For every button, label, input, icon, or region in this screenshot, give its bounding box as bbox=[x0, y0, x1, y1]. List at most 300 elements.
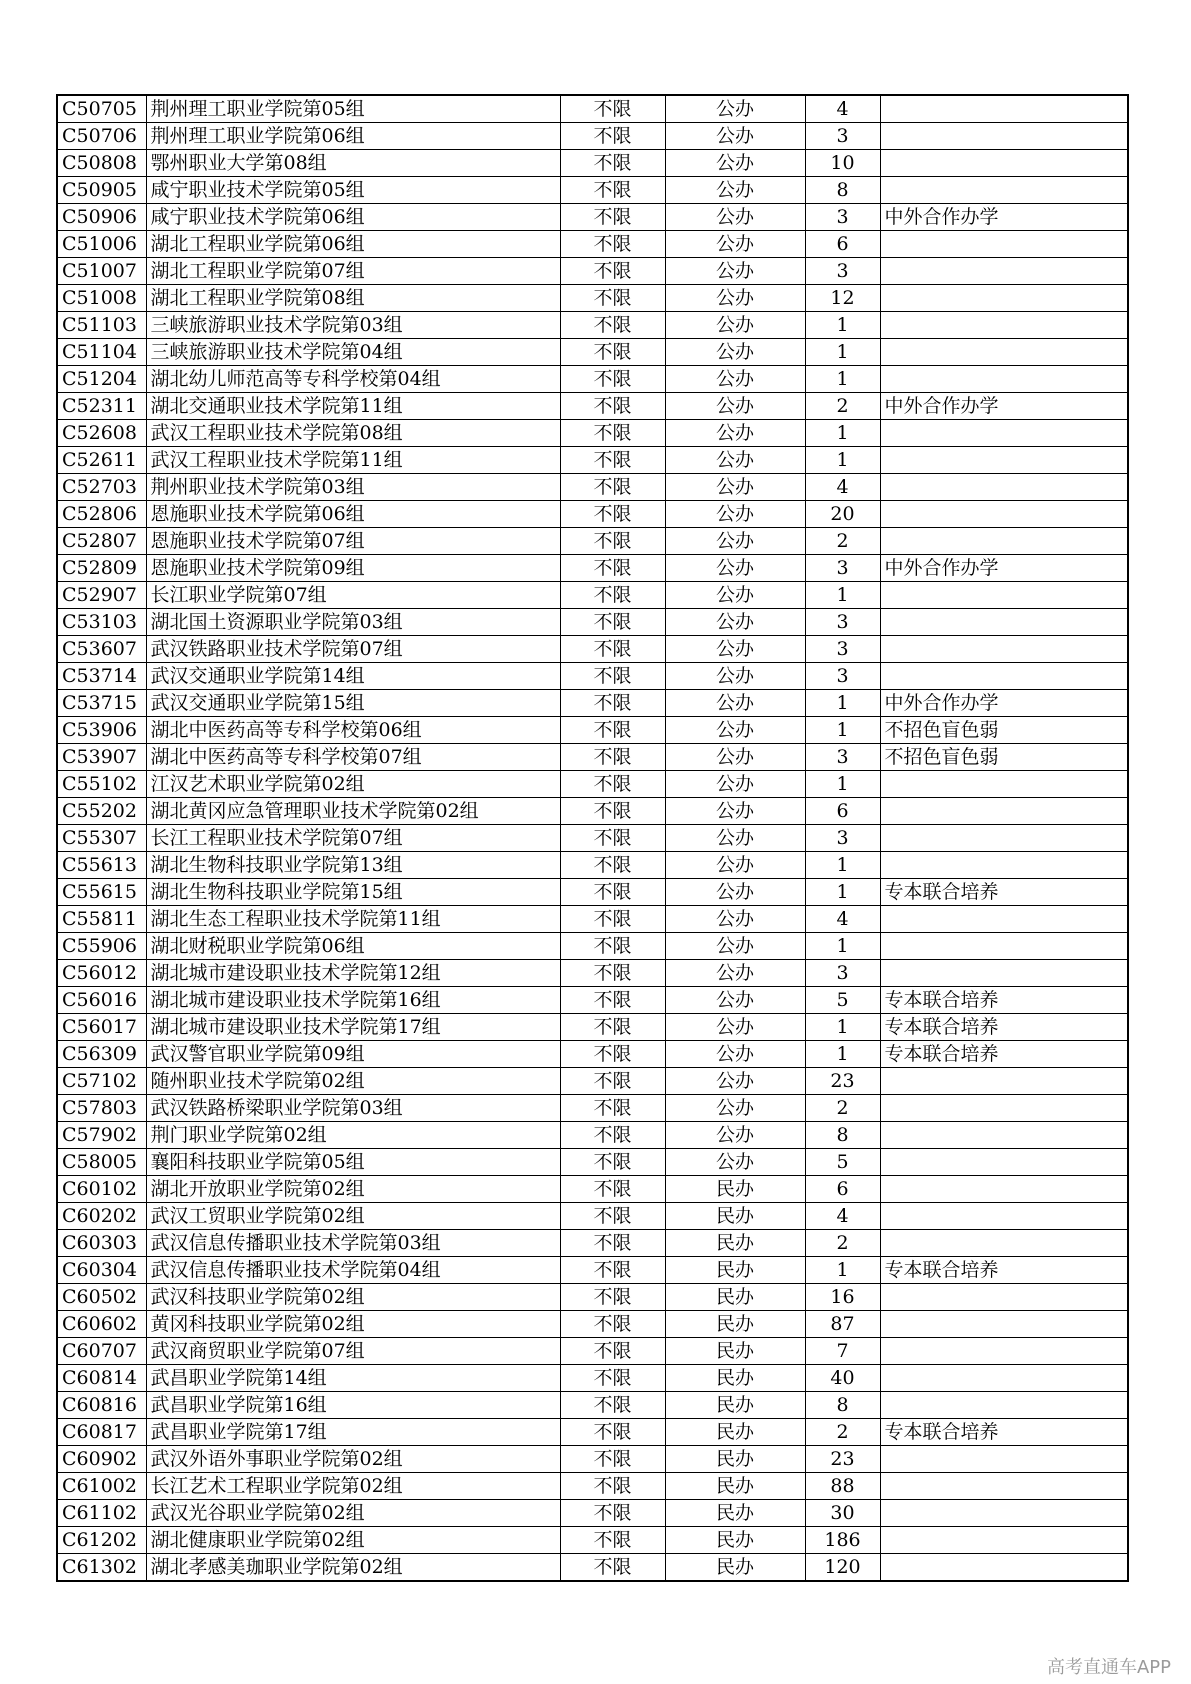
plan-count-cell: 1 bbox=[805, 420, 880, 447]
remark-cell bbox=[880, 420, 1128, 447]
plan-count-cell: 30 bbox=[805, 1500, 880, 1527]
plan-count-cell: 3 bbox=[805, 744, 880, 771]
group-code-cell: C50706 bbox=[57, 123, 146, 150]
subject-requirement-cell: 不限 bbox=[560, 258, 665, 285]
group-code-cell: C52907 bbox=[57, 582, 146, 609]
plan-count-cell: 12 bbox=[805, 285, 880, 312]
table-row bbox=[57, 690, 1128, 717]
school-type-cell: 公办 bbox=[665, 906, 805, 933]
table-row bbox=[57, 501, 1128, 528]
remark-cell bbox=[880, 285, 1128, 312]
school-group-name-cell: 湖北中医药高等专科学校第06组 bbox=[146, 717, 560, 744]
admissions-table bbox=[56, 94, 1129, 1582]
school-group-name-cell: 湖北孝感美珈职业学院第02组 bbox=[146, 1554, 560, 1582]
school-type-cell: 民办 bbox=[665, 1257, 805, 1284]
school-type-cell: 公办 bbox=[665, 123, 805, 150]
table-row bbox=[57, 1446, 1128, 1473]
subject-requirement-cell: 不限 bbox=[560, 474, 665, 501]
school-group-name-cell: 三峡旅游职业技术学院第03组 bbox=[146, 312, 560, 339]
plan-count-cell: 1 bbox=[805, 879, 880, 906]
remark-cell bbox=[880, 366, 1128, 393]
table-row bbox=[57, 1176, 1128, 1203]
plan-count-cell: 1 bbox=[805, 366, 880, 393]
group-code-cell: C55811 bbox=[57, 906, 146, 933]
remark-cell bbox=[880, 1095, 1128, 1122]
remark-cell bbox=[880, 1473, 1128, 1500]
school-group-name-cell: 湖北城市建设职业技术学院第17组 bbox=[146, 1014, 560, 1041]
school-group-name-cell: 襄阳科技职业学院第05组 bbox=[146, 1149, 560, 1176]
school-type-cell: 公办 bbox=[665, 366, 805, 393]
school-type-cell: 民办 bbox=[665, 1446, 805, 1473]
subject-requirement-cell: 不限 bbox=[560, 1500, 665, 1527]
group-code-cell: C61302 bbox=[57, 1554, 146, 1582]
school-type-cell: 公办 bbox=[665, 960, 805, 987]
remark-cell bbox=[880, 501, 1128, 528]
plan-count-cell: 5 bbox=[805, 987, 880, 1014]
school-type-cell: 公办 bbox=[665, 879, 805, 906]
school-type-cell: 公办 bbox=[665, 447, 805, 474]
school-group-name-cell: 荆州职业技术学院第03组 bbox=[146, 474, 560, 501]
school-type-cell: 公办 bbox=[665, 501, 805, 528]
remark-cell: 专本联合培养 bbox=[880, 987, 1128, 1014]
school-group-name-cell: 湖北工程职业学院第07组 bbox=[146, 258, 560, 285]
school-type-cell: 公办 bbox=[665, 636, 805, 663]
group-code-cell: C51006 bbox=[57, 231, 146, 258]
remark-cell bbox=[880, 177, 1128, 204]
subject-requirement-cell: 不限 bbox=[560, 1392, 665, 1419]
remark-cell bbox=[880, 1446, 1128, 1473]
school-group-name-cell: 武汉工贸职业学院第02组 bbox=[146, 1203, 560, 1230]
subject-requirement-cell: 不限 bbox=[560, 150, 665, 177]
school-type-cell: 公办 bbox=[665, 582, 805, 609]
school-group-name-cell: 武汉工程职业技术学院第11组 bbox=[146, 447, 560, 474]
school-group-name-cell: 黄冈科技职业学院第02组 bbox=[146, 1311, 560, 1338]
table-row bbox=[57, 1041, 1128, 1068]
school-type-cell: 公办 bbox=[665, 771, 805, 798]
school-type-cell: 公办 bbox=[665, 555, 805, 582]
table-row bbox=[57, 582, 1128, 609]
table-row bbox=[57, 717, 1128, 744]
table-row bbox=[57, 1257, 1128, 1284]
plan-count-cell: 186 bbox=[805, 1527, 880, 1554]
plan-count-cell: 1 bbox=[805, 852, 880, 879]
table-row bbox=[57, 1203, 1128, 1230]
remark-cell bbox=[880, 528, 1128, 555]
school-group-name-cell: 湖北城市建设职业技术学院第16组 bbox=[146, 987, 560, 1014]
group-code-cell: C60303 bbox=[57, 1230, 146, 1257]
plan-count-cell: 2 bbox=[805, 1095, 880, 1122]
school-group-name-cell: 咸宁职业技术学院第06组 bbox=[146, 204, 560, 231]
school-type-cell: 公办 bbox=[665, 1095, 805, 1122]
table-row bbox=[57, 1365, 1128, 1392]
remark-cell bbox=[880, 960, 1128, 987]
subject-requirement-cell: 不限 bbox=[560, 555, 665, 582]
subject-requirement-cell: 不限 bbox=[560, 393, 665, 420]
school-type-cell: 公办 bbox=[665, 231, 805, 258]
group-code-cell: C55615 bbox=[57, 879, 146, 906]
plan-count-cell: 8 bbox=[805, 1122, 880, 1149]
plan-count-cell: 3 bbox=[805, 204, 880, 231]
remark-cell bbox=[880, 771, 1128, 798]
plan-count-cell: 7 bbox=[805, 1338, 880, 1365]
remark-cell bbox=[880, 95, 1128, 123]
subject-requirement-cell: 不限 bbox=[560, 1473, 665, 1500]
group-code-cell: C51008 bbox=[57, 285, 146, 312]
remark-cell bbox=[880, 906, 1128, 933]
subject-requirement-cell: 不限 bbox=[560, 501, 665, 528]
subject-requirement-cell: 不限 bbox=[560, 906, 665, 933]
table-row bbox=[57, 636, 1128, 663]
subject-requirement-cell: 不限 bbox=[560, 1554, 665, 1582]
group-code-cell: C52608 bbox=[57, 420, 146, 447]
remark-cell bbox=[880, 312, 1128, 339]
plan-count-cell: 16 bbox=[805, 1284, 880, 1311]
subject-requirement-cell: 不限 bbox=[560, 1176, 665, 1203]
remark-cell: 中外合作办学 bbox=[880, 204, 1128, 231]
plan-count-cell: 2 bbox=[805, 1230, 880, 1257]
table-row bbox=[57, 987, 1128, 1014]
subject-requirement-cell: 不限 bbox=[560, 690, 665, 717]
plan-count-cell: 6 bbox=[805, 231, 880, 258]
school-group-name-cell: 长江工程职业技术学院第07组 bbox=[146, 825, 560, 852]
school-type-cell: 公办 bbox=[665, 150, 805, 177]
subject-requirement-cell: 不限 bbox=[560, 1419, 665, 1446]
table-row bbox=[57, 933, 1128, 960]
subject-requirement-cell: 不限 bbox=[560, 1068, 665, 1095]
subject-requirement-cell: 不限 bbox=[560, 366, 665, 393]
table-row bbox=[57, 609, 1128, 636]
table-row bbox=[57, 1068, 1128, 1095]
group-code-cell: C56016 bbox=[57, 987, 146, 1014]
subject-requirement-cell: 不限 bbox=[560, 852, 665, 879]
table-row bbox=[57, 555, 1128, 582]
subject-requirement-cell: 不限 bbox=[560, 663, 665, 690]
remark-cell bbox=[880, 636, 1128, 663]
remark-cell: 不招色盲色弱 bbox=[880, 744, 1128, 771]
remark-cell bbox=[880, 1149, 1128, 1176]
subject-requirement-cell: 不限 bbox=[560, 1203, 665, 1230]
plan-count-cell: 1 bbox=[805, 582, 880, 609]
remark-cell bbox=[880, 1284, 1128, 1311]
table-row bbox=[57, 663, 1128, 690]
remark-cell bbox=[880, 582, 1128, 609]
school-type-cell: 公办 bbox=[665, 663, 805, 690]
subject-requirement-cell: 不限 bbox=[560, 987, 665, 1014]
school-group-name-cell: 长江艺术工程职业学院第02组 bbox=[146, 1473, 560, 1500]
table-row bbox=[57, 771, 1128, 798]
school-group-name-cell: 恩施职业技术学院第09组 bbox=[146, 555, 560, 582]
remark-cell bbox=[880, 474, 1128, 501]
table-row bbox=[57, 474, 1128, 501]
plan-count-cell: 2 bbox=[805, 528, 880, 555]
school-type-cell: 公办 bbox=[665, 744, 805, 771]
group-code-cell: C58005 bbox=[57, 1149, 146, 1176]
table-row bbox=[57, 1554, 1128, 1582]
school-group-name-cell: 长江职业学院第07组 bbox=[146, 582, 560, 609]
school-group-name-cell: 荆州理工职业学院第05组 bbox=[146, 95, 560, 123]
school-group-name-cell: 湖北交通职业技术学院第11组 bbox=[146, 393, 560, 420]
plan-count-cell: 1 bbox=[805, 447, 880, 474]
plan-count-cell: 8 bbox=[805, 177, 880, 204]
table-row bbox=[57, 825, 1128, 852]
school-type-cell: 公办 bbox=[665, 852, 805, 879]
remark-cell bbox=[880, 231, 1128, 258]
group-code-cell: C53103 bbox=[57, 609, 146, 636]
remark-cell bbox=[880, 1554, 1128, 1582]
plan-count-cell: 1 bbox=[805, 1257, 880, 1284]
plan-count-cell: 88 bbox=[805, 1473, 880, 1500]
remark-cell bbox=[880, 609, 1128, 636]
group-code-cell: C60202 bbox=[57, 1203, 146, 1230]
school-type-cell: 公办 bbox=[665, 420, 805, 447]
table-row bbox=[57, 393, 1128, 420]
table-row bbox=[57, 879, 1128, 906]
subject-requirement-cell: 不限 bbox=[560, 1446, 665, 1473]
group-code-cell: C50905 bbox=[57, 177, 146, 204]
group-code-cell: C60602 bbox=[57, 1311, 146, 1338]
subject-requirement-cell: 不限 bbox=[560, 1041, 665, 1068]
remark-cell: 专本联合培养 bbox=[880, 879, 1128, 906]
group-code-cell: C53714 bbox=[57, 663, 146, 690]
school-type-cell: 公办 bbox=[665, 1149, 805, 1176]
table-row bbox=[57, 744, 1128, 771]
group-code-cell: C53715 bbox=[57, 690, 146, 717]
subject-requirement-cell: 不限 bbox=[560, 285, 665, 312]
remark-cell bbox=[880, 1068, 1128, 1095]
school-type-cell: 公办 bbox=[665, 933, 805, 960]
school-type-cell: 民办 bbox=[665, 1284, 805, 1311]
school-group-name-cell: 湖北生物科技职业学院第15组 bbox=[146, 879, 560, 906]
plan-count-cell: 4 bbox=[805, 906, 880, 933]
subject-requirement-cell: 不限 bbox=[560, 1122, 665, 1149]
table-row bbox=[57, 1500, 1128, 1527]
group-code-cell: C55613 bbox=[57, 852, 146, 879]
plan-count-cell: 2 bbox=[805, 393, 880, 420]
school-type-cell: 公办 bbox=[665, 393, 805, 420]
plan-count-cell: 1 bbox=[805, 1014, 880, 1041]
remark-cell: 专本联合培养 bbox=[880, 1014, 1128, 1041]
group-code-cell: C51103 bbox=[57, 312, 146, 339]
remark-cell bbox=[880, 150, 1128, 177]
subject-requirement-cell: 不限 bbox=[560, 717, 665, 744]
school-group-name-cell: 鄂州职业大学第08组 bbox=[146, 150, 560, 177]
group-code-cell: C53607 bbox=[57, 636, 146, 663]
subject-requirement-cell: 不限 bbox=[560, 1149, 665, 1176]
subject-requirement-cell: 不限 bbox=[560, 798, 665, 825]
group-code-cell: C60814 bbox=[57, 1365, 146, 1392]
group-code-cell: C51007 bbox=[57, 258, 146, 285]
school-group-name-cell: 湖北中医药高等专科学校第07组 bbox=[146, 744, 560, 771]
school-type-cell: 民办 bbox=[665, 1554, 805, 1582]
subject-requirement-cell: 不限 bbox=[560, 744, 665, 771]
group-code-cell: C52703 bbox=[57, 474, 146, 501]
group-code-cell: C51204 bbox=[57, 366, 146, 393]
remark-cell bbox=[880, 1122, 1128, 1149]
school-type-cell: 公办 bbox=[665, 285, 805, 312]
school-type-cell: 公办 bbox=[665, 798, 805, 825]
remark-cell bbox=[880, 1338, 1128, 1365]
group-code-cell: C61102 bbox=[57, 1500, 146, 1527]
remark-cell bbox=[880, 798, 1128, 825]
remark-cell bbox=[880, 1527, 1128, 1554]
subject-requirement-cell: 不限 bbox=[560, 177, 665, 204]
group-code-cell: C60902 bbox=[57, 1446, 146, 1473]
subject-requirement-cell: 不限 bbox=[560, 879, 665, 906]
group-code-cell: C61202 bbox=[57, 1527, 146, 1554]
remark-cell bbox=[880, 1230, 1128, 1257]
school-group-name-cell: 湖北工程职业学院第06组 bbox=[146, 231, 560, 258]
table-row bbox=[57, 258, 1128, 285]
school-group-name-cell: 武汉铁路职业技术学院第07组 bbox=[146, 636, 560, 663]
subject-requirement-cell: 不限 bbox=[560, 1311, 665, 1338]
school-type-cell: 民办 bbox=[665, 1176, 805, 1203]
group-code-cell: C52807 bbox=[57, 528, 146, 555]
plan-count-cell: 4 bbox=[805, 1203, 880, 1230]
table-row bbox=[57, 1230, 1128, 1257]
plan-count-cell: 23 bbox=[805, 1446, 880, 1473]
subject-requirement-cell: 不限 bbox=[560, 312, 665, 339]
group-code-cell: C52611 bbox=[57, 447, 146, 474]
group-code-cell: C50705 bbox=[57, 95, 146, 123]
plan-count-cell: 40 bbox=[805, 1365, 880, 1392]
plan-count-cell: 3 bbox=[805, 609, 880, 636]
remark-cell bbox=[880, 1203, 1128, 1230]
plan-count-cell: 1 bbox=[805, 717, 880, 744]
subject-requirement-cell: 不限 bbox=[560, 231, 665, 258]
group-code-cell: C57102 bbox=[57, 1068, 146, 1095]
remark-cell bbox=[880, 825, 1128, 852]
remark-cell: 专本联合培养 bbox=[880, 1419, 1128, 1446]
table-row bbox=[57, 150, 1128, 177]
school-type-cell: 民办 bbox=[665, 1473, 805, 1500]
group-code-cell: C56309 bbox=[57, 1041, 146, 1068]
group-code-cell: C55102 bbox=[57, 771, 146, 798]
subject-requirement-cell: 不限 bbox=[560, 1095, 665, 1122]
school-type-cell: 公办 bbox=[665, 528, 805, 555]
table-row bbox=[57, 906, 1128, 933]
school-type-cell: 民办 bbox=[665, 1338, 805, 1365]
subject-requirement-cell: 不限 bbox=[560, 1014, 665, 1041]
subject-requirement-cell: 不限 bbox=[560, 339, 665, 366]
plan-count-cell: 3 bbox=[805, 663, 880, 690]
school-group-name-cell: 湖北工程职业学院第08组 bbox=[146, 285, 560, 312]
school-group-name-cell: 武汉信息传播职业技术学院第03组 bbox=[146, 1230, 560, 1257]
school-group-name-cell: 武昌职业学院第14组 bbox=[146, 1365, 560, 1392]
school-type-cell: 民办 bbox=[665, 1392, 805, 1419]
subject-requirement-cell: 不限 bbox=[560, 420, 665, 447]
table-row bbox=[57, 285, 1128, 312]
school-type-cell: 民办 bbox=[665, 1365, 805, 1392]
school-group-name-cell: 随州职业技术学院第02组 bbox=[146, 1068, 560, 1095]
group-code-cell: C55906 bbox=[57, 933, 146, 960]
school-group-name-cell: 武汉工程职业技术学院第08组 bbox=[146, 420, 560, 447]
school-type-cell: 民办 bbox=[665, 1419, 805, 1446]
remark-cell bbox=[880, 123, 1128, 150]
school-group-name-cell: 三峡旅游职业技术学院第04组 bbox=[146, 339, 560, 366]
table-row bbox=[57, 798, 1128, 825]
table-row bbox=[57, 1473, 1128, 1500]
subject-requirement-cell: 不限 bbox=[560, 771, 665, 798]
group-code-cell: C60817 bbox=[57, 1419, 146, 1446]
table-row bbox=[57, 1122, 1128, 1149]
plan-count-cell: 3 bbox=[805, 825, 880, 852]
group-code-cell: C51104 bbox=[57, 339, 146, 366]
group-code-cell: C50808 bbox=[57, 150, 146, 177]
school-group-name-cell: 武汉科技职业学院第02组 bbox=[146, 1284, 560, 1311]
plan-count-cell: 1 bbox=[805, 690, 880, 717]
remark-cell bbox=[880, 1365, 1128, 1392]
table-row bbox=[57, 231, 1128, 258]
subject-requirement-cell: 不限 bbox=[560, 960, 665, 987]
table-row bbox=[57, 1014, 1128, 1041]
school-type-cell: 公办 bbox=[665, 1068, 805, 1095]
school-group-name-cell: 湖北健康职业学院第02组 bbox=[146, 1527, 560, 1554]
plan-count-cell: 4 bbox=[805, 474, 880, 501]
remark-cell bbox=[880, 663, 1128, 690]
plan-count-cell: 1 bbox=[805, 933, 880, 960]
school-type-cell: 公办 bbox=[665, 312, 805, 339]
school-type-cell: 公办 bbox=[665, 717, 805, 744]
remark-cell bbox=[880, 852, 1128, 879]
subject-requirement-cell: 不限 bbox=[560, 609, 665, 636]
school-type-cell: 公办 bbox=[665, 339, 805, 366]
plan-count-cell: 120 bbox=[805, 1554, 880, 1582]
group-code-cell: C52311 bbox=[57, 393, 146, 420]
table-row bbox=[57, 420, 1128, 447]
group-code-cell: C60304 bbox=[57, 1257, 146, 1284]
school-group-name-cell: 荆门职业学院第02组 bbox=[146, 1122, 560, 1149]
school-type-cell: 民办 bbox=[665, 1311, 805, 1338]
table-row bbox=[57, 1338, 1128, 1365]
school-group-name-cell: 武汉光谷职业学院第02组 bbox=[146, 1500, 560, 1527]
plan-count-cell: 1 bbox=[805, 312, 880, 339]
plan-count-cell: 1 bbox=[805, 339, 880, 366]
table-row bbox=[57, 1095, 1128, 1122]
school-group-name-cell: 湖北黄冈应急管理职业技术学院第02组 bbox=[146, 798, 560, 825]
school-group-name-cell: 武汉信息传播职业技术学院第04组 bbox=[146, 1257, 560, 1284]
subject-requirement-cell: 不限 bbox=[560, 636, 665, 663]
school-type-cell: 公办 bbox=[665, 177, 805, 204]
plan-count-cell: 4 bbox=[805, 95, 880, 123]
table-row bbox=[57, 312, 1128, 339]
plan-count-cell: 2 bbox=[805, 1419, 880, 1446]
remark-cell: 专本联合培养 bbox=[880, 1041, 1128, 1068]
group-code-cell: C57803 bbox=[57, 1095, 146, 1122]
school-group-name-cell: 咸宁职业技术学院第05组 bbox=[146, 177, 560, 204]
remark-cell bbox=[880, 1500, 1128, 1527]
group-code-cell: C61002 bbox=[57, 1473, 146, 1500]
table-row bbox=[57, 204, 1128, 231]
subject-requirement-cell: 不限 bbox=[560, 528, 665, 555]
table-row bbox=[57, 960, 1128, 987]
table-row bbox=[57, 1392, 1128, 1419]
remark-cell: 不招色盲色弱 bbox=[880, 717, 1128, 744]
plan-count-cell: 6 bbox=[805, 798, 880, 825]
school-type-cell: 公办 bbox=[665, 690, 805, 717]
remark-cell: 专本联合培养 bbox=[880, 1257, 1128, 1284]
plan-count-cell: 10 bbox=[805, 150, 880, 177]
school-group-name-cell: 湖北城市建设职业技术学院第12组 bbox=[146, 960, 560, 987]
school-group-name-cell: 武汉警官职业学院第09组 bbox=[146, 1041, 560, 1068]
group-code-cell: C52806 bbox=[57, 501, 146, 528]
school-type-cell: 公办 bbox=[665, 95, 805, 123]
group-code-cell: C57902 bbox=[57, 1122, 146, 1149]
remark-cell: 中外合作办学 bbox=[880, 690, 1128, 717]
school-type-cell: 公办 bbox=[665, 204, 805, 231]
watermark-text: 高考直通车APP bbox=[1046, 1657, 1171, 1678]
school-type-cell: 民办 bbox=[665, 1203, 805, 1230]
table-row bbox=[57, 1284, 1128, 1311]
